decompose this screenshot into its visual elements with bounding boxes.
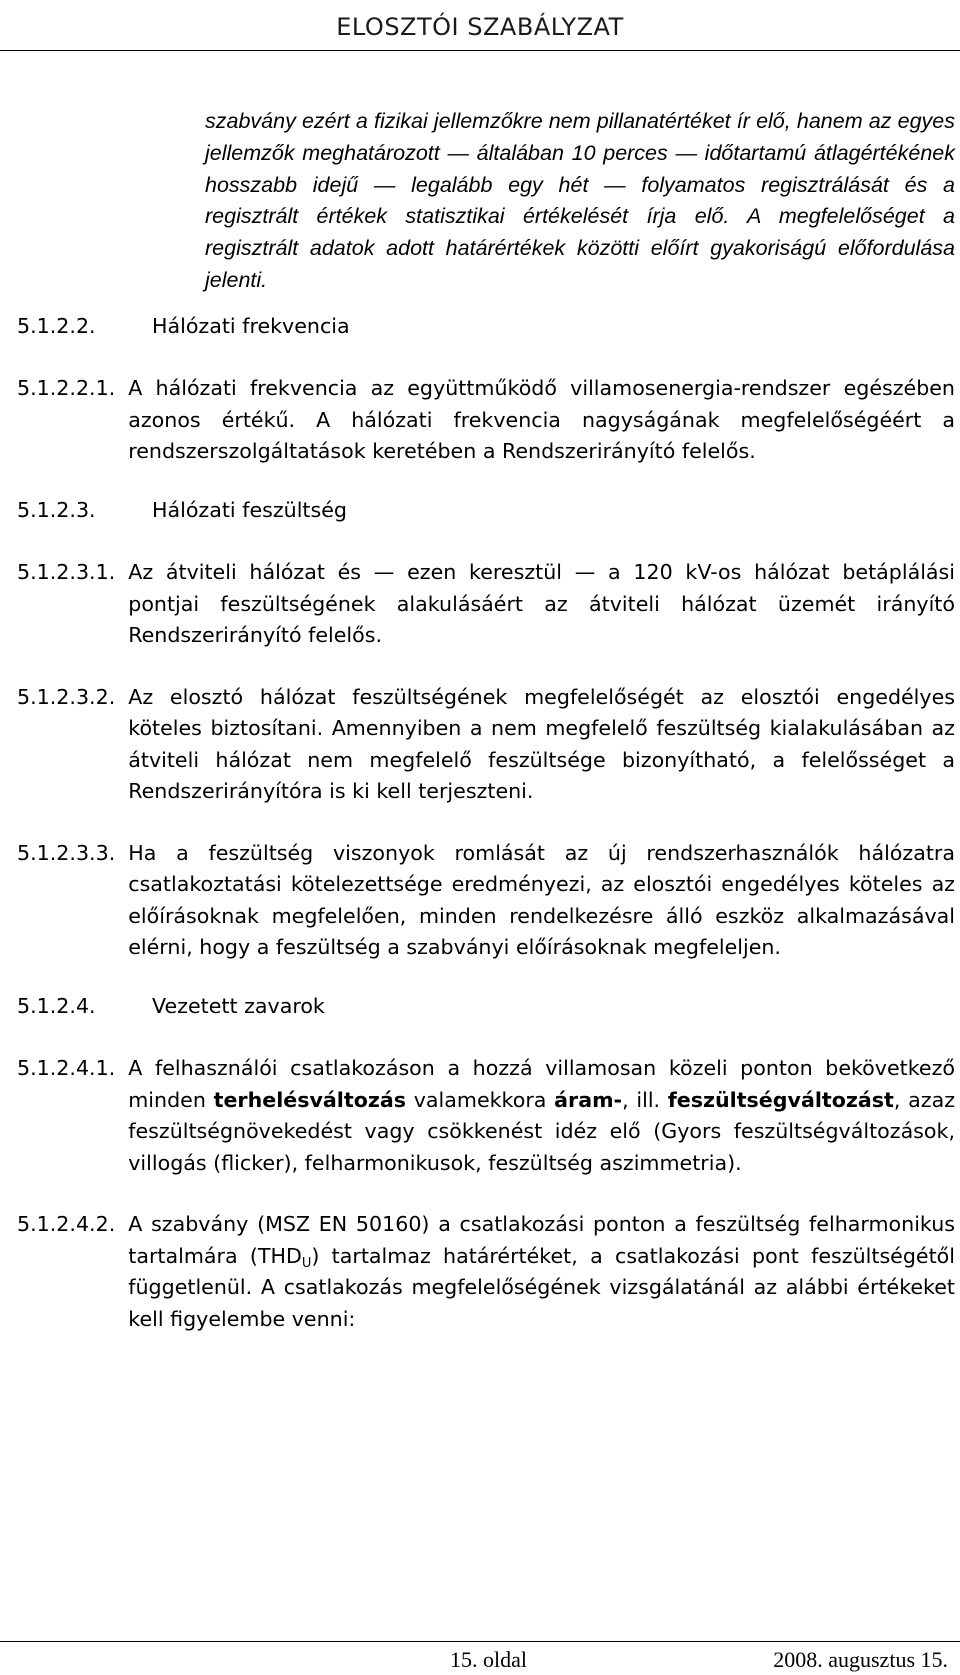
- page-footer: [0, 1646, 960, 1675]
- section-heading-5124: [17, 991, 955, 1023]
- paragraph-number: 5.1.2.3.2.: [17, 684, 116, 709]
- paragraph-51242: [17, 1209, 955, 1335]
- intro-paragraph: szabvány ezért a fizikai jellemzőkre nem pillanatértéket ír elő, hanem az egyes jellemzők meghatározott — általában 10 perces — időtartamú átlagértékének hosszabb idejű — legalább egy hét — folyamatos regisztrálását és a regisztrált értékek statisztikai értékelését írja elő. A megfelelőséget a regisztrált adatok adott határértékek közötti előírt gyakoriságú előfordulása jelenti.: [205, 109, 955, 292]
- bold-term: terhelésváltozás: [213, 1087, 407, 1112]
- page-header: [0, 0, 960, 46]
- paragraph-text: Az elosztó hálózat feszültségének megfelelőségét az elosztói engedélyes köteles biztosítani. Amennyiben a nem megfelelő feszültség kialakulásában az átviteli hálózat nem megfelelő feszültsége bizonyítható, a felelősséget a Rendszerirányítóra is ki kell terjeszteni.: [128, 684, 955, 804]
- text-run: valamekkora: [406, 1087, 555, 1112]
- section-number: 5.1.2.4.: [17, 993, 96, 1018]
- paragraph-number: 5.1.2.4.1.: [17, 1056, 116, 1081]
- text-run: , ill.: [622, 1087, 668, 1112]
- bold-term: áram-: [554, 1087, 623, 1112]
- paragraph-number: 5.1.2.3.3.: [17, 840, 116, 865]
- paragraph-text: Az átviteli hálózat és — ezen keresztül — a 120 kV-os hálózat betáplálási pontjai feszültségének alakulásáért az átviteli hálózat üzemét irányító Rendszerirányító felelős.: [128, 560, 955, 648]
- bold-term: feszültségváltozást: [667, 1087, 894, 1112]
- paragraph-51233: [17, 838, 955, 964]
- paragraph-text: [128, 1209, 955, 1335]
- paragraph-number: 5.1.2.3.1.: [17, 560, 116, 585]
- section-heading-5123: [17, 495, 955, 527]
- text-run: A csatlakozás megfelelőségének vizsgálatánál az alábbi értékeket kell figyelembe venni:: [128, 1275, 955, 1331]
- paragraph-number: 5.1.2.2.1.: [17, 376, 116, 401]
- header-title: ELOSZTÓI SZABÁLYZAT: [336, 13, 624, 41]
- section-number: 5.1.2.3.: [17, 497, 96, 522]
- text-run: ) tartalmaz határértéket, a csatlakozási pont feszültségétől függetlenül.: [128, 1243, 955, 1300]
- section-title: Hálózati frekvencia: [152, 313, 350, 338]
- paragraph-51231: [17, 557, 955, 652]
- section-number: 5.1.2.2.: [17, 313, 96, 338]
- paragraph-number: 5.1.2.4.2.: [17, 1212, 116, 1237]
- paragraph-51241: [17, 1053, 955, 1179]
- text-run: , azaz feszültségnövekedést vagy csökkenést idéz elő (Gyors feszültségváltozások, villogás (flicker), felharmonikusok, feszültség aszimmetria).: [128, 1087, 955, 1175]
- subscript: U: [301, 1255, 312, 1271]
- section-title: Vezetett zavarok: [152, 993, 325, 1018]
- header-divider: [0, 50, 960, 51]
- paragraph-text: [128, 1053, 955, 1179]
- page-number: 15. oldal: [450, 1647, 527, 1672]
- paragraph-text: Ha a feszültség viszonyok romlását az új rendszerhasználók hálózatra csatlakoztatási kötelezettsége eredményezi, az elosztói engedélyes köteles az előírásoknak megfelelően, minden rendelkezésre álló eszköz alkalmazásával elérni, hogy a feszültség a szabványi előírásoknak megfeleljen.: [128, 840, 955, 960]
- section-heading-5122: [17, 311, 955, 343]
- paragraph-51221: [17, 373, 955, 468]
- footer-divider: [0, 1641, 960, 1642]
- section-title: Hálózati feszültség: [152, 497, 347, 522]
- paragraph-51232: [17, 682, 955, 808]
- paragraph-text: A hálózati frekvencia az együttműködő villamosenergia-rendszer egészében azonos értékű. A hálózati frekvencia nagyságának megfelelőségéért a rendszerszolgáltatások keretében a Rendszerirányító felelős.: [128, 376, 955, 464]
- document-body: [17, 106, 955, 1335]
- document-date: 2008. augusztus 15.: [773, 1647, 948, 1672]
- text-run: A felhasználói csatlakozáson a hozzá villamosan közeli ponton bekövetkező minden: [128, 1056, 955, 1112]
- text-run: A szabvány (MSZ EN 50160) a csatlakozási ponton a feszültség felharmonikus tartalmára (THD: [128, 1212, 955, 1268]
